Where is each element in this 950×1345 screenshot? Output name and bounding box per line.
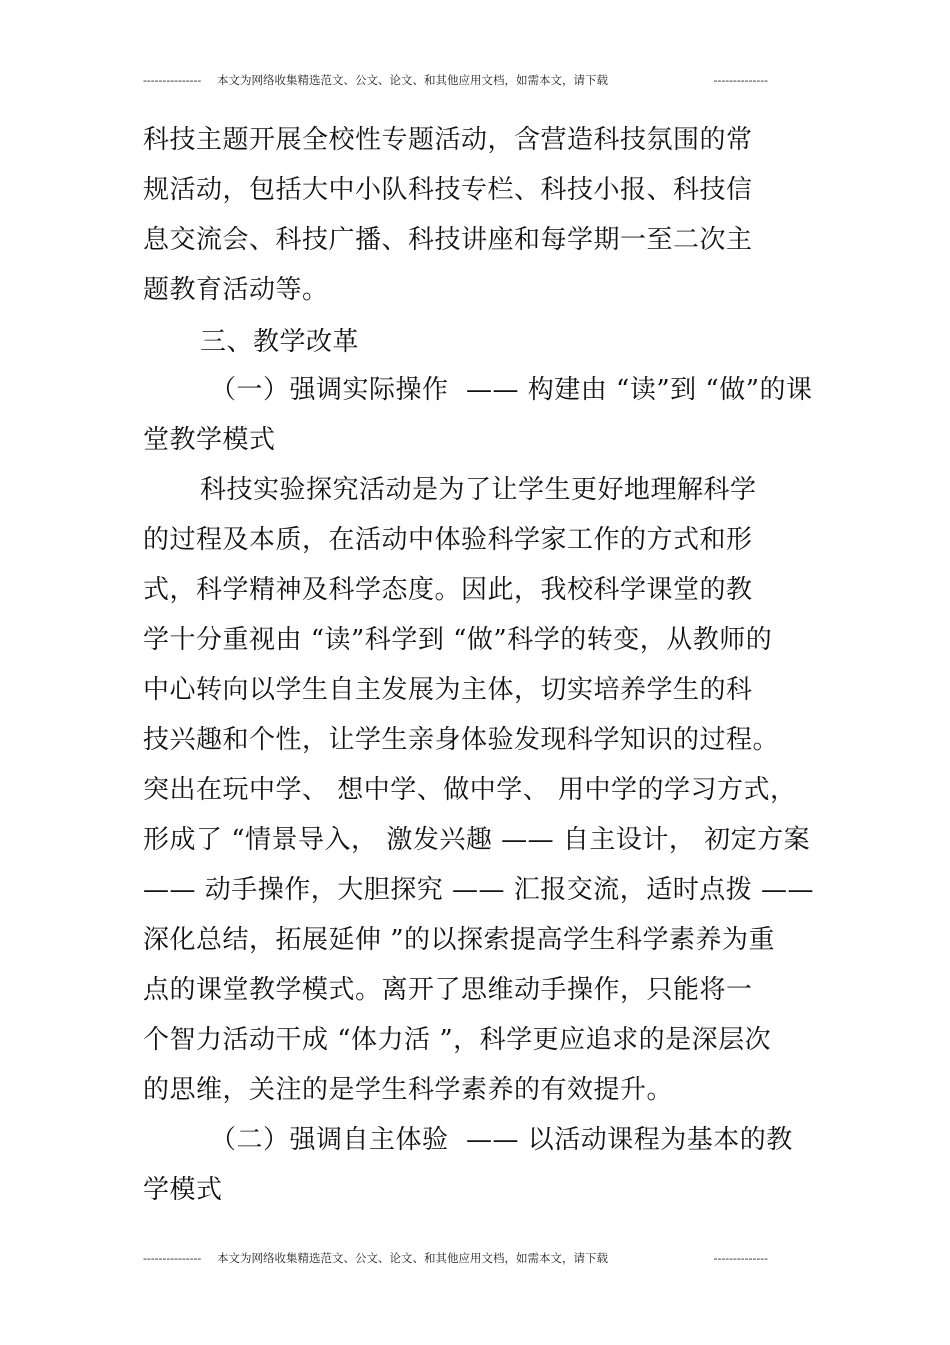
page-footer [143, 1248, 768, 1268]
subsection-heading-cont: 堂教学模式 [143, 425, 276, 455]
body-line: 的过程及本质，在活动中体验科学家工作的方式和形 [143, 525, 753, 555]
body-line: 个智力活动干成 “体力活 ”，科学更应追求的是深层次 [143, 1025, 772, 1055]
header-dashes-right: -------------- [713, 73, 768, 87]
body-line: 深化总结，拓展延伸 ”的以探索提高学生科学素养为重 [143, 925, 776, 955]
body-line: 规活动，包括大中小队科技专栏、科技小报、科技信 [143, 175, 753, 205]
header-text: 本文为网络收集精选范文、公文、论文、和其他应用文档，如需本文，请下载 [217, 73, 608, 87]
body-line: 科技实验探究活动是为了让学生更好地理解科学 [200, 475, 757, 505]
body-line: 科技主题开展全校性专题活动，含营造科技氛围的常 [143, 125, 753, 155]
body-line: 突出在玩中学、 想中学、做中学、 用中学的学习方式， [143, 775, 797, 805]
body-line: 技兴趣和个性，让学生亲身体验发现科学知识的过程。 [143, 725, 780, 755]
subsection-heading: （二）强调自主体验 —— 以活动课程为基本的教 [210, 1125, 793, 1155]
body-line: 的思维，关注的是学生科学素养的有效提升。 [143, 1075, 674, 1105]
header-dashes-left: --------------- [143, 73, 202, 87]
footer-dashes-right: -------------- [713, 1251, 768, 1265]
subsection-heading-cont: 学模式 [143, 1175, 223, 1205]
body-line: 题教育活动等。 [143, 275, 329, 305]
body-line: 息交流会、科技广播、科技讲座和每学期一至二次主 [143, 225, 753, 255]
body-line: —— 动手操作，大胆探究 —— 汇报交流，适时点拨 —— [143, 875, 815, 905]
footer-dashes-left: --------------- [143, 1251, 202, 1265]
footer-text: 本文为网络收集精选范文、公文、论文、和其他应用文档，如需本文，请下载 [217, 1251, 608, 1265]
body-line: 式，科学精神及科学态度。因此，我校科学课堂的教 [143, 575, 753, 605]
section-heading: 三、教学改革 [200, 327, 360, 357]
body-line: 点的课堂教学模式。离开了思维动手操作，只能将一 [143, 975, 753, 1005]
body-line: 形成了 “情景导入， 激发兴趣 —— 自主设计， 初定方案 [143, 825, 811, 855]
subsection-heading: （一）强调实际操作 —— 构建由 “读”到 “做”的课 [210, 375, 813, 405]
page-header [143, 70, 768, 90]
body-line: 中心转向以学生自主发展为主体，切实培养学生的科 [143, 675, 753, 705]
body-line: 学十分重视由 “读”科学到 “做”科学的转变，从教师的 [143, 625, 773, 655]
